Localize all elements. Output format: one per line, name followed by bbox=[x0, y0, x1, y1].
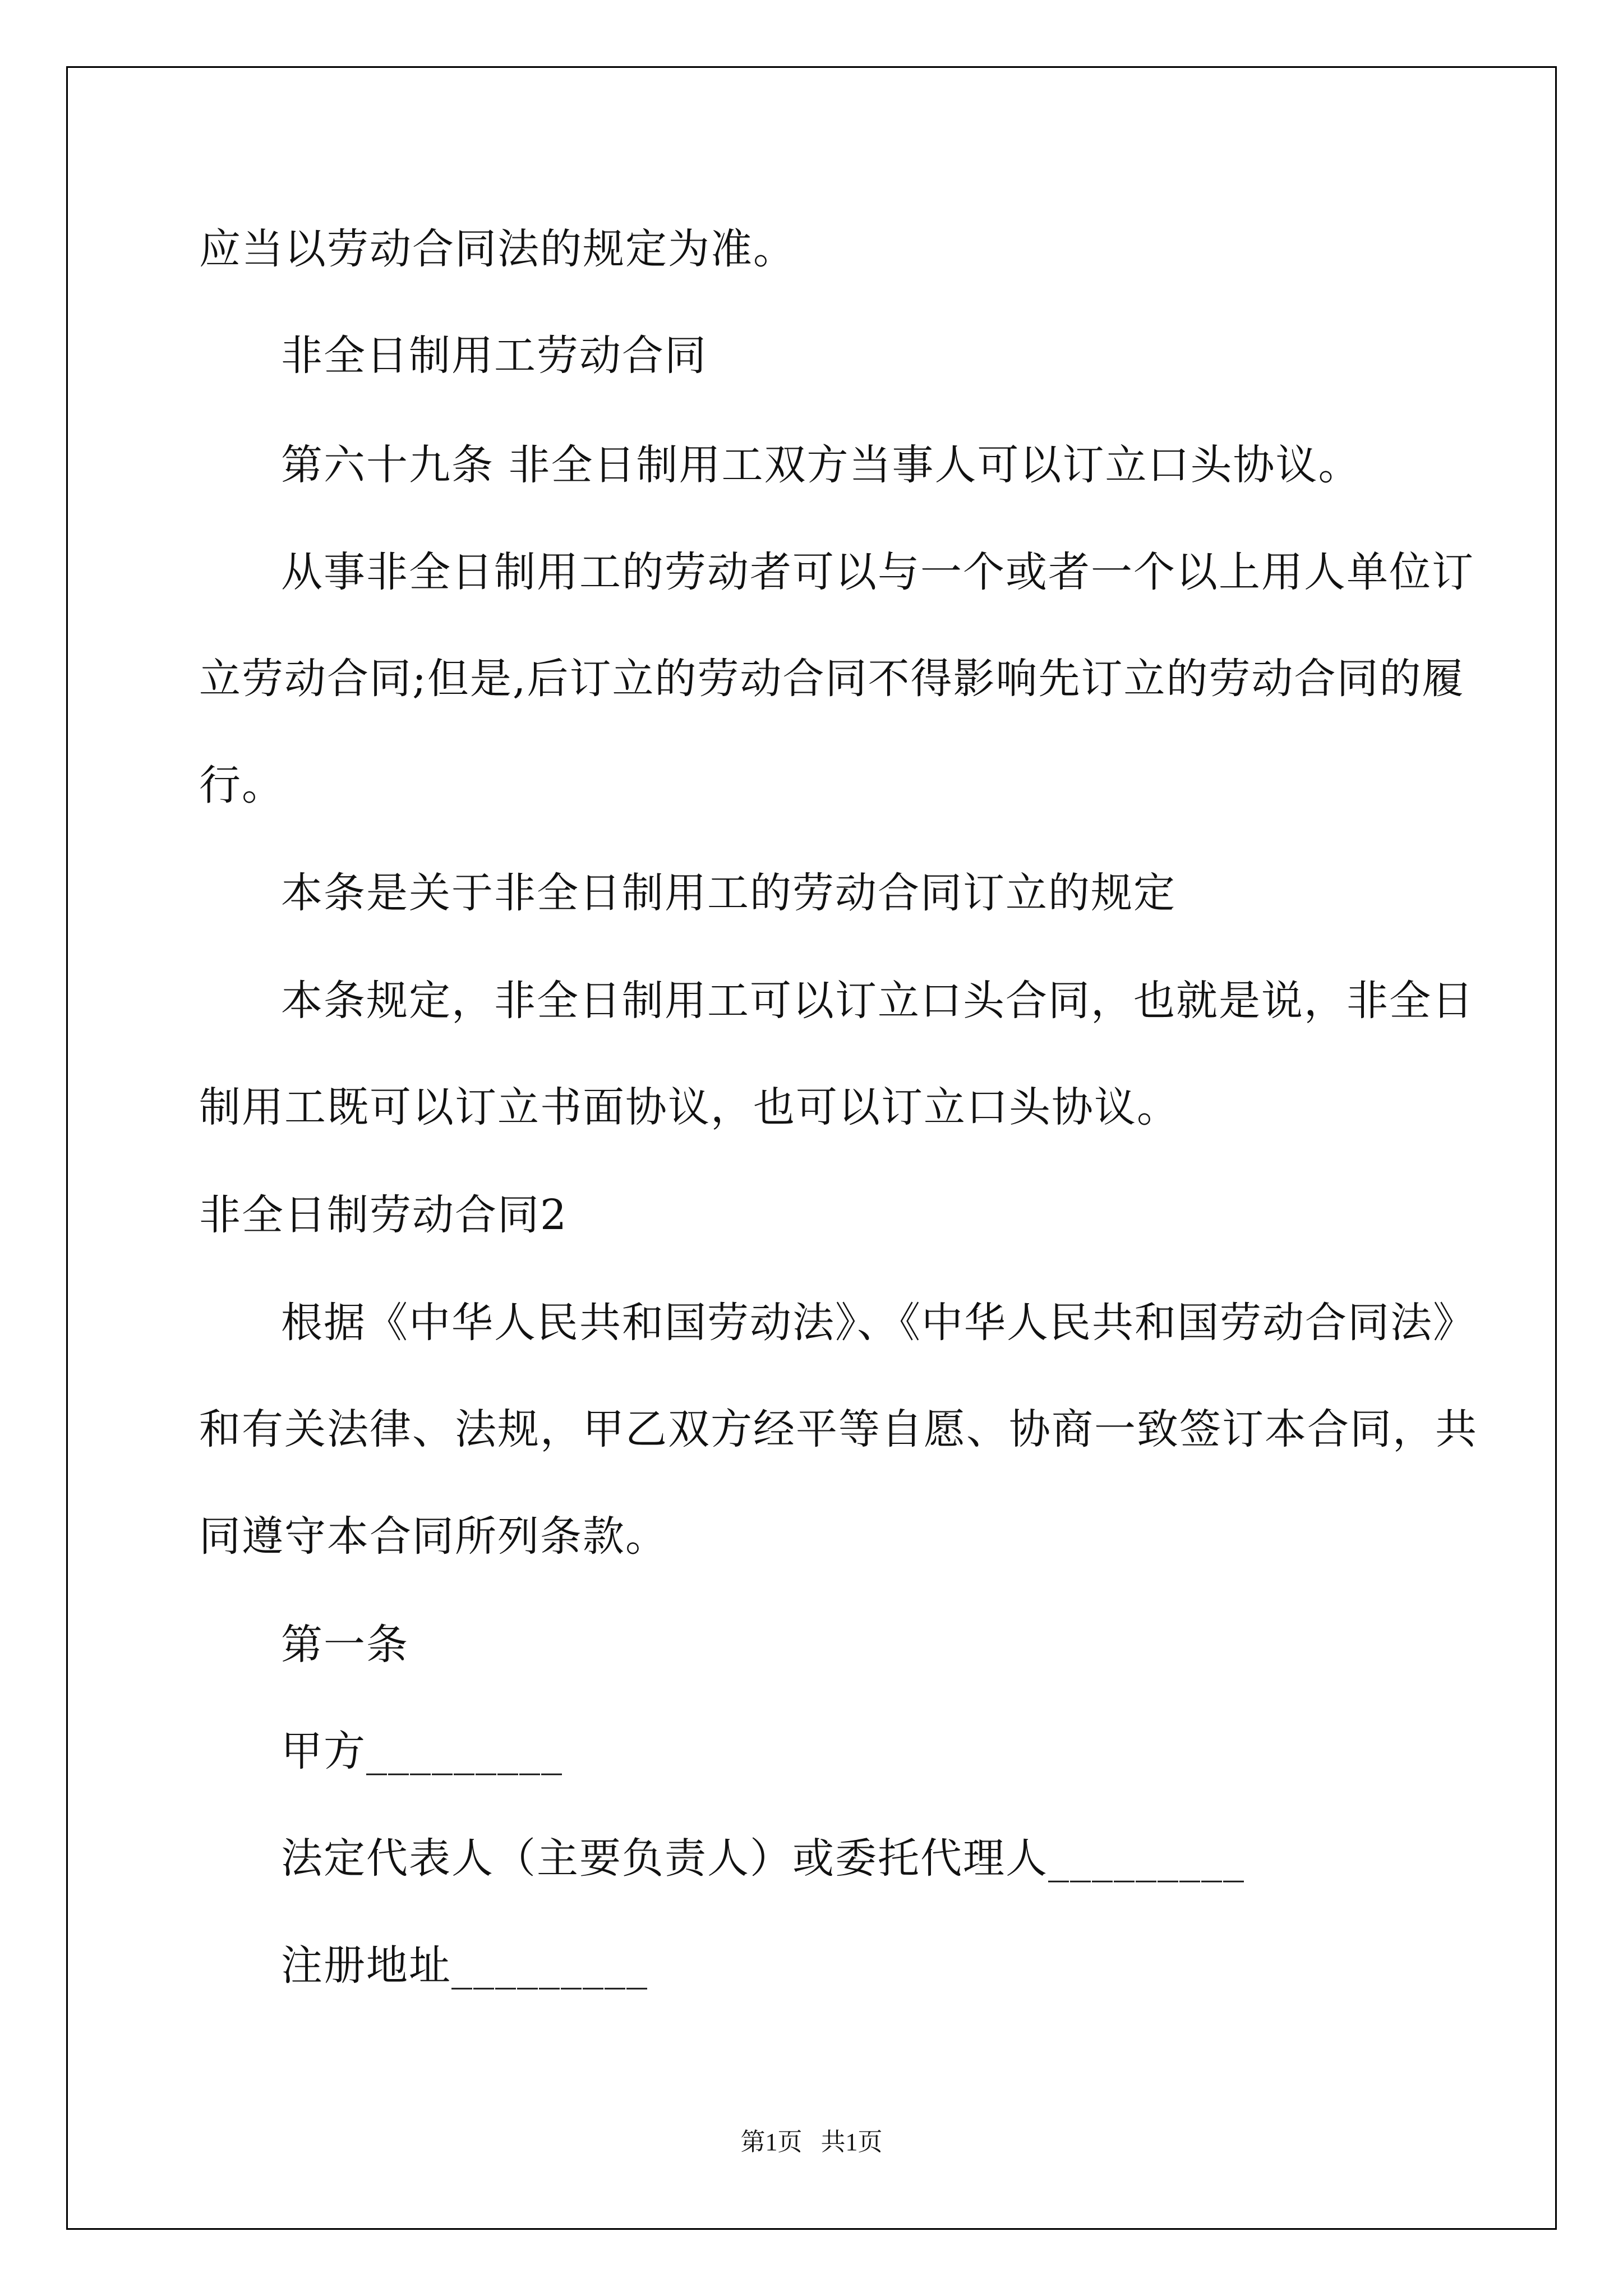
text-line: 和有关法律、法规，甲乙双方经平等自愿、协商一致签订本合同，共 bbox=[199, 1405, 1478, 1453]
article-1-title: 第一条 bbox=[281, 1621, 409, 1669]
text-line: 从事非全日制用工的劳动者可以与一个或者一个以上用人单位订 bbox=[281, 548, 1474, 596]
text-line: 应当以劳动合同法的规定为准。 bbox=[199, 225, 796, 273]
text-line: 根据《中华人民共和国劳动法》、《中华人民共和国劳动合同法》 bbox=[281, 1299, 1476, 1347]
text-line: 制用工既可以订立书面协议，也可以订立口头协议。 bbox=[199, 1083, 1179, 1131]
text-line: 行。 bbox=[199, 761, 284, 809]
text-line: 同遵守本合同所列条款。 bbox=[199, 1512, 668, 1561]
legal-representative-field: 法定代表人（主要负责人）或委托代理人_________ bbox=[281, 1834, 1245, 1883]
page-border bbox=[66, 66, 1557, 2230]
party-a-field: 甲方_________ bbox=[281, 1727, 563, 1775]
text-line: 本条是关于非全日制用工的劳动合同订立的规定 bbox=[281, 869, 1176, 917]
text-line: 本条规定，非全日制用工可以订立口头合同，也就是说，非全日 bbox=[281, 977, 1474, 1025]
page-number: 第1页 共1页 bbox=[740, 2128, 883, 2156]
registered-address-field: 注册地址_________ bbox=[281, 1941, 648, 1990]
section-heading: 非全日制用工劳动合同 bbox=[281, 332, 707, 380]
document-title: 非全日制劳动合同2 bbox=[199, 1191, 568, 1239]
article-69-title: 第六十九条 非全日制用工双方当事人可以订立口头协议。 bbox=[281, 441, 1361, 489]
text-line: 立劳动合同;但是,后订立的劳动合同不得影响先订立的劳动合同的履 bbox=[199, 655, 1465, 703]
